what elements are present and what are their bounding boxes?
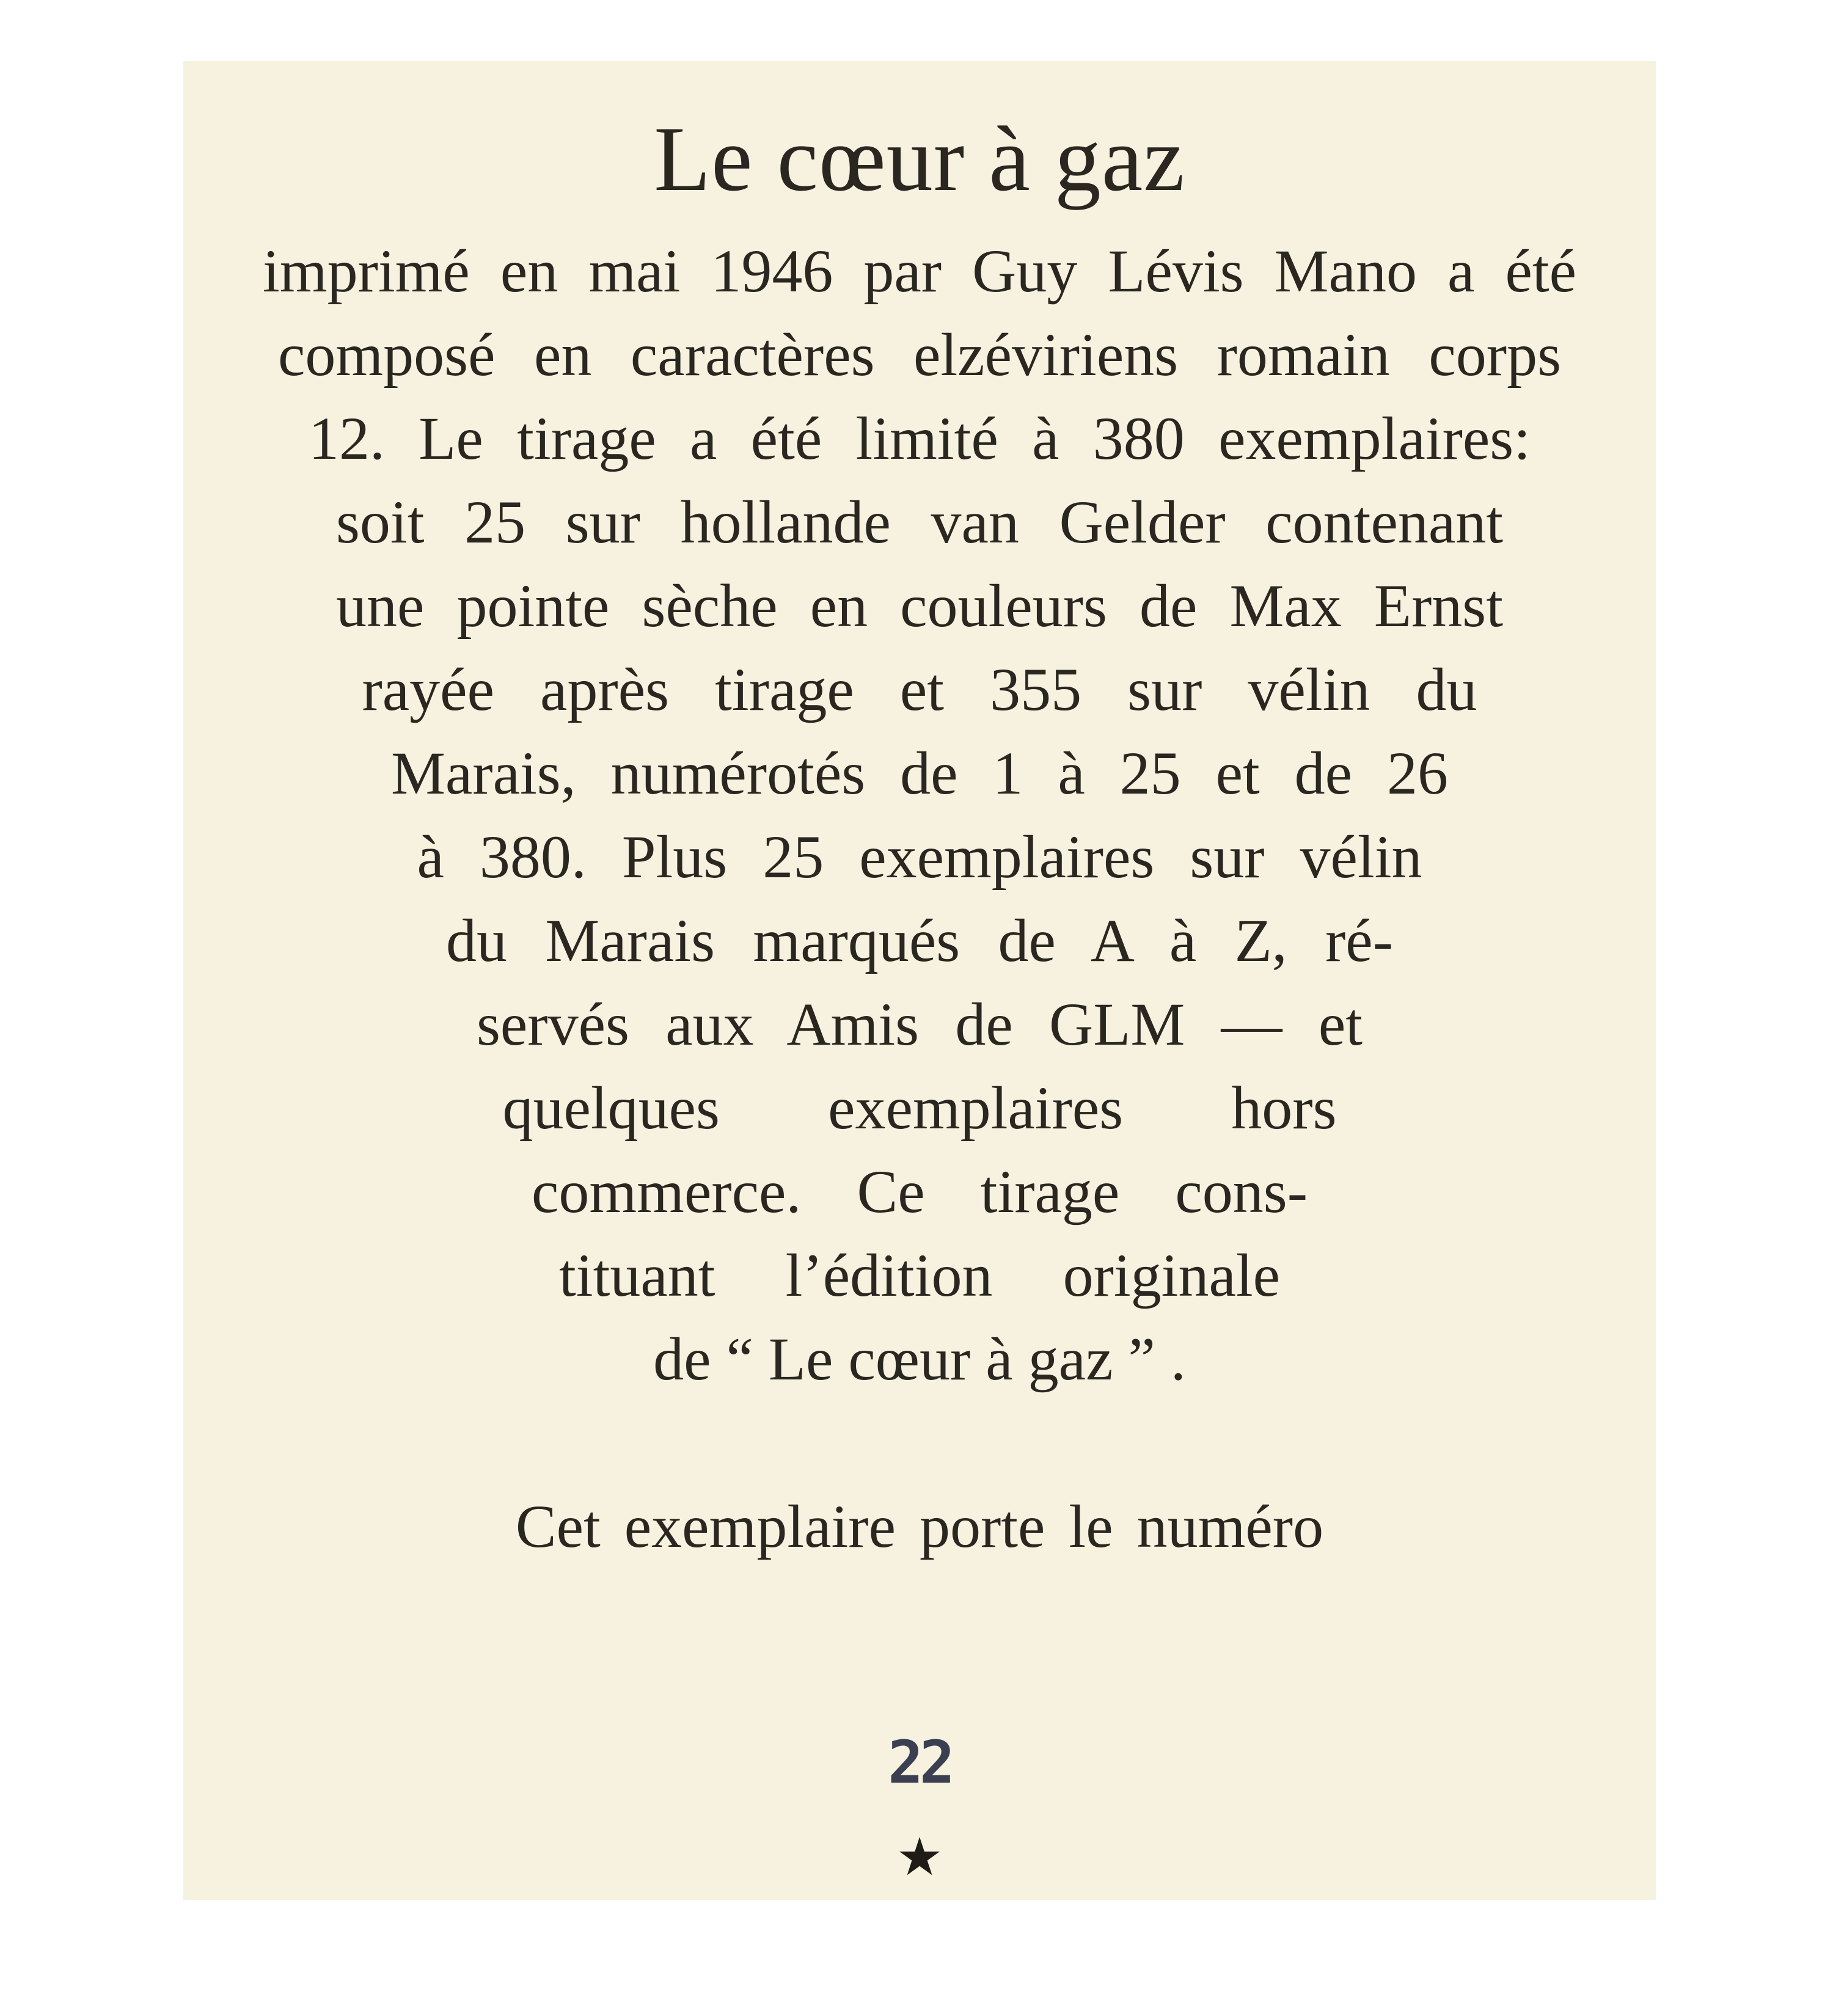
colophon-line: commerce. Ce tirage cons- [532, 1158, 1308, 1225]
colophon-page [183, 61, 1656, 1900]
copy-number-notice: Cet exemplaire porte le numéro [515, 1492, 1324, 1560]
colophon-line: servés aux Amis de GLM — et [477, 990, 1363, 1058]
colophon-line: 12. Le tirage a été limité à 380 exemplaires: [309, 404, 1531, 472]
colophon-line: une pointe sèche en couleurs de Max Ernst [336, 572, 1503, 640]
stamped-copy-number: 22 [888, 1728, 951, 1797]
colophon-line: soit 25 sur hollande van Gelder contenant [336, 488, 1503, 556]
star-ornament-icon: ★ [896, 1827, 943, 1888]
colophon-line: à 380. Plus 25 exemplaires sur vélin [417, 823, 1422, 891]
colophon-line: rayée après tirage et 355 sur vélin du [362, 656, 1477, 723]
colophon-line: tituant l’édition originale [559, 1241, 1280, 1309]
colophon-line: de “ Le cœur à gaz ” . [653, 1325, 1186, 1393]
book-title: Le cœur à gaz [654, 108, 1185, 210]
colophon-line: composé en caractères elzéviriens romain corps [278, 321, 1561, 389]
colophon-line: imprimé en mai 1946 par Guy Lévis Mano a été [263, 237, 1576, 305]
colophon-line: Marais, numérotés de 1 à 25 et de 26 [391, 739, 1448, 807]
colophon-text [183, 229, 1656, 1401]
colophon-line: du Marais marqués de A à Z, ré- [446, 907, 1393, 974]
colophon-line: quelques exemplaires hors [502, 1074, 1337, 1142]
